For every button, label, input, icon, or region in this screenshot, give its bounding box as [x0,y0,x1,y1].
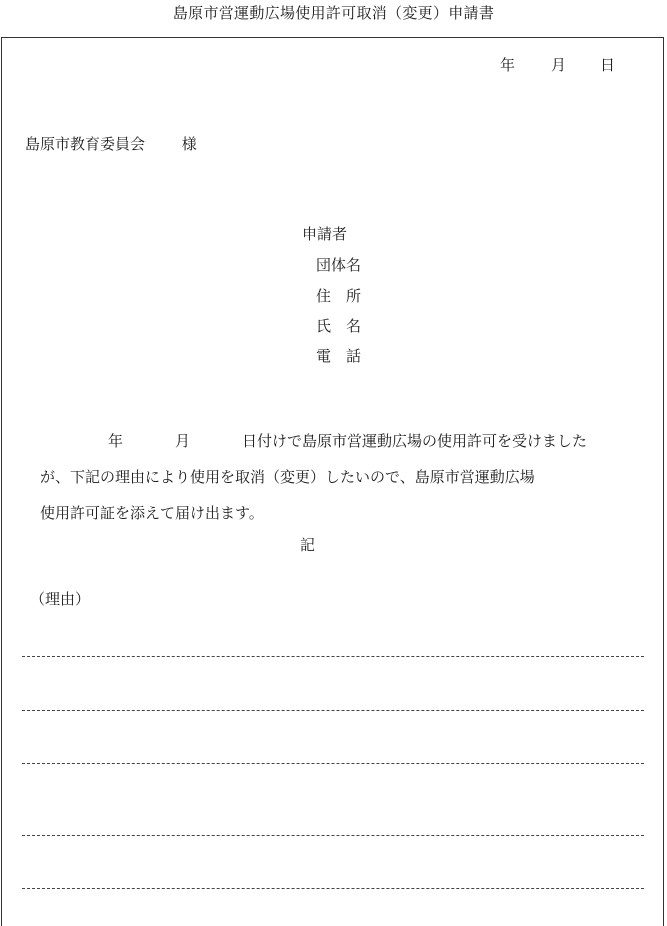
addressee [25,133,197,154]
document-title: 島原市営運動広場使用許可取消（変更）申請書 [172,4,495,22]
reason-line-1 [22,656,644,657]
reason-line-2 [22,710,644,711]
reason-line-3 [22,763,644,764]
body-month-label: 月 [175,432,191,450]
addressee-honorific: 様 [181,135,197,153]
date-day-label: 日 [600,56,616,74]
body-year-label: 年 [108,432,124,450]
applicant-field-address: 住 所 [316,287,362,305]
ki-heading: 記 [300,536,316,554]
date-month-label: 月 [551,56,567,74]
reason-line-4 [22,835,644,836]
applicant-field-phone: 電 話 [316,347,362,365]
reason-line-5 [22,888,644,889]
date-year-label: 年 [500,56,516,74]
applicant-field-group-name: 団体名 [316,256,362,274]
body-line-2: が、下記の理由により使用を取消（変更）したいので、島原市営運動広場 [40,468,535,486]
body-line-1: 日付けで島原市営運動広場の使用許可を受けました [242,432,588,450]
body-line-3: 使用許可証を添えて届け出ます。 [40,504,264,522]
reason-label: （理由） [30,590,91,608]
applicant-field-name: 氏 名 [316,317,362,335]
addressee-name: 島原市教育委員会 [25,135,146,153]
applicant-heading: 申請者 [302,225,348,243]
